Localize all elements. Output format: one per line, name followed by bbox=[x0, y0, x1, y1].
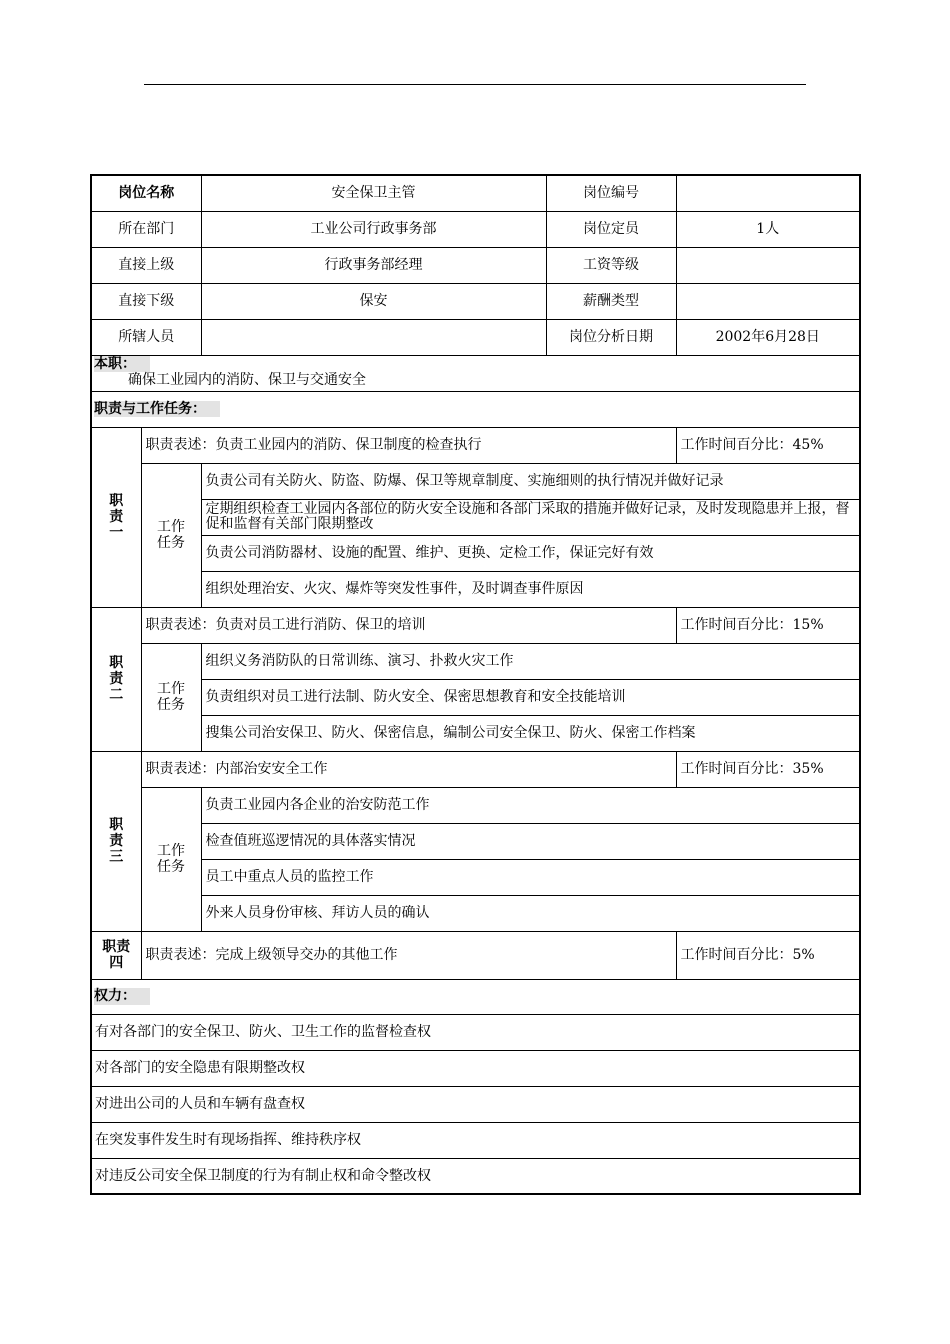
task-row bbox=[91, 895, 860, 931]
info-value bbox=[676, 175, 860, 211]
task-row bbox=[91, 535, 860, 571]
task-item: 负责公司消防器材、设施的配置、维护、更换、定检工作，保证完好有效 bbox=[201, 535, 860, 571]
duty-description: 职责表述：内部治安安全工作 bbox=[141, 751, 676, 787]
info-label: 所辖人员 bbox=[91, 319, 201, 355]
task-item: 定期组织检查工业园内各部位的防火安全设施和各部门采取的措施并做好记录，及时发现隐患并上报，督促和监督有关部门限期整改 bbox=[201, 499, 860, 535]
duty-desc-row bbox=[91, 751, 860, 787]
duty-desc-row bbox=[91, 607, 860, 643]
info-label: 岗位编号 bbox=[546, 175, 676, 211]
power-row bbox=[91, 1122, 860, 1158]
job-description-table bbox=[90, 174, 861, 1195]
duties-heading-row bbox=[91, 391, 860, 427]
header-rule bbox=[144, 84, 806, 85]
info-row bbox=[91, 175, 860, 211]
task-row bbox=[91, 715, 860, 751]
info-value bbox=[676, 283, 860, 319]
duty-description: 职责表述：负责工业园内的消防、保卫制度的检查执行 bbox=[141, 427, 676, 463]
power-item: 对违反公司安全保卫制度的行为有制止权和命令整改权 bbox=[91, 1158, 860, 1194]
task-item: 负责组织对员工进行法制、防火安全、保密思想教育和安全技能培训 bbox=[201, 679, 860, 715]
task-row bbox=[91, 787, 860, 823]
power-row bbox=[91, 1050, 860, 1086]
info-value bbox=[676, 247, 860, 283]
task-row bbox=[91, 823, 860, 859]
duty-time-percent: 工作时间百分比：45% bbox=[676, 427, 860, 463]
info-label: 岗位定员 bbox=[546, 211, 676, 247]
info-label: 岗位名称 bbox=[91, 175, 201, 211]
info-row bbox=[91, 319, 860, 355]
info-row bbox=[91, 283, 860, 319]
summary-text: 确保工业园内的消防、保卫与交通安全 bbox=[128, 371, 366, 388]
task-item: 员工中重点人员的监控工作 bbox=[201, 859, 860, 895]
duty-description: 职责表述：负责对员工进行消防、保卫的培训 bbox=[141, 607, 676, 643]
task-item: 搜集公司治安保卫、防火、保密信息，编制公司安全保卫、防火、保密工作档案 bbox=[201, 715, 860, 751]
task-row bbox=[91, 571, 860, 607]
info-label: 薪酬类型 bbox=[546, 283, 676, 319]
task-item: 外来人员身份审核、拜访人员的确认 bbox=[201, 895, 860, 931]
info-label: 岗位分析日期 bbox=[546, 319, 676, 355]
task-row bbox=[91, 463, 860, 499]
task-row bbox=[91, 679, 860, 715]
task-label: 工作 任务 bbox=[141, 787, 201, 931]
power-row bbox=[91, 1014, 860, 1050]
duty-desc-row bbox=[91, 931, 860, 979]
info-value: 行政事务部经理 bbox=[201, 247, 546, 283]
info-row bbox=[91, 247, 860, 283]
info-label: 直接上级 bbox=[91, 247, 201, 283]
duty-time-percent: 工作时间百分比：35% bbox=[676, 751, 860, 787]
powers-heading: 权力： bbox=[94, 988, 150, 1004]
task-row bbox=[91, 859, 860, 895]
task-row bbox=[91, 643, 860, 679]
info-value: 安全保卫主管 bbox=[201, 175, 546, 211]
info-value: 2002年6月28日 bbox=[676, 319, 860, 355]
power-item: 对进出公司的人员和车辆有盘查权 bbox=[91, 1086, 860, 1122]
summary-heading: 本职： bbox=[94, 356, 150, 372]
power-item: 有对各部门的安全保卫、防火、卫生工作的监督检查权 bbox=[91, 1014, 860, 1050]
duty-label: 职 责 二 bbox=[91, 607, 141, 751]
info-row bbox=[91, 211, 860, 247]
task-item: 负责公司有关防火、防盗、防爆、保卫等规章制度、实施细则的执行情况并做好记录 bbox=[201, 463, 860, 499]
info-label: 直接下级 bbox=[91, 283, 201, 319]
duty-desc-row bbox=[91, 427, 860, 463]
powers-heading-row bbox=[91, 979, 860, 1014]
power-item: 对各部门的安全隐患有限期整改权 bbox=[91, 1050, 860, 1086]
task-item: 负责工业园内各企业的治安防范工作 bbox=[201, 787, 860, 823]
duty-label: 职 责 一 bbox=[91, 427, 141, 607]
duties-heading: 职责与工作任务： bbox=[94, 401, 220, 417]
task-item: 组织处理治安、火灾、爆炸等突发性事件，及时调查事件原因 bbox=[201, 571, 860, 607]
task-label: 工作 任务 bbox=[141, 463, 201, 607]
duty-description: 职责表述：完成上级领导交办的其他工作 bbox=[141, 931, 676, 979]
info-value: 工业公司行政事务部 bbox=[201, 211, 546, 247]
task-item: 组织义务消防队的日常训练、演习、扑救火灾工作 bbox=[201, 643, 860, 679]
summary-row bbox=[91, 355, 860, 391]
power-row bbox=[91, 1158, 860, 1194]
info-value: 保安 bbox=[201, 283, 546, 319]
info-value: 1人 bbox=[676, 211, 860, 247]
duty-label: 职 责 三 bbox=[91, 751, 141, 931]
task-row bbox=[91, 499, 860, 535]
duty-time-percent: 工作时间百分比：5% bbox=[676, 931, 860, 979]
task-label: 工作 任务 bbox=[141, 643, 201, 751]
info-value bbox=[201, 319, 546, 355]
duty-label: 职责 四 bbox=[91, 931, 141, 979]
power-row bbox=[91, 1086, 860, 1122]
power-item: 在突发事件发生时有现场指挥、维持秩序权 bbox=[91, 1122, 860, 1158]
info-label: 所在部门 bbox=[91, 211, 201, 247]
duty-time-percent: 工作时间百分比：15% bbox=[676, 607, 860, 643]
info-label: 工资等级 bbox=[546, 247, 676, 283]
task-item: 检查值班巡逻情况的具体落实情况 bbox=[201, 823, 860, 859]
